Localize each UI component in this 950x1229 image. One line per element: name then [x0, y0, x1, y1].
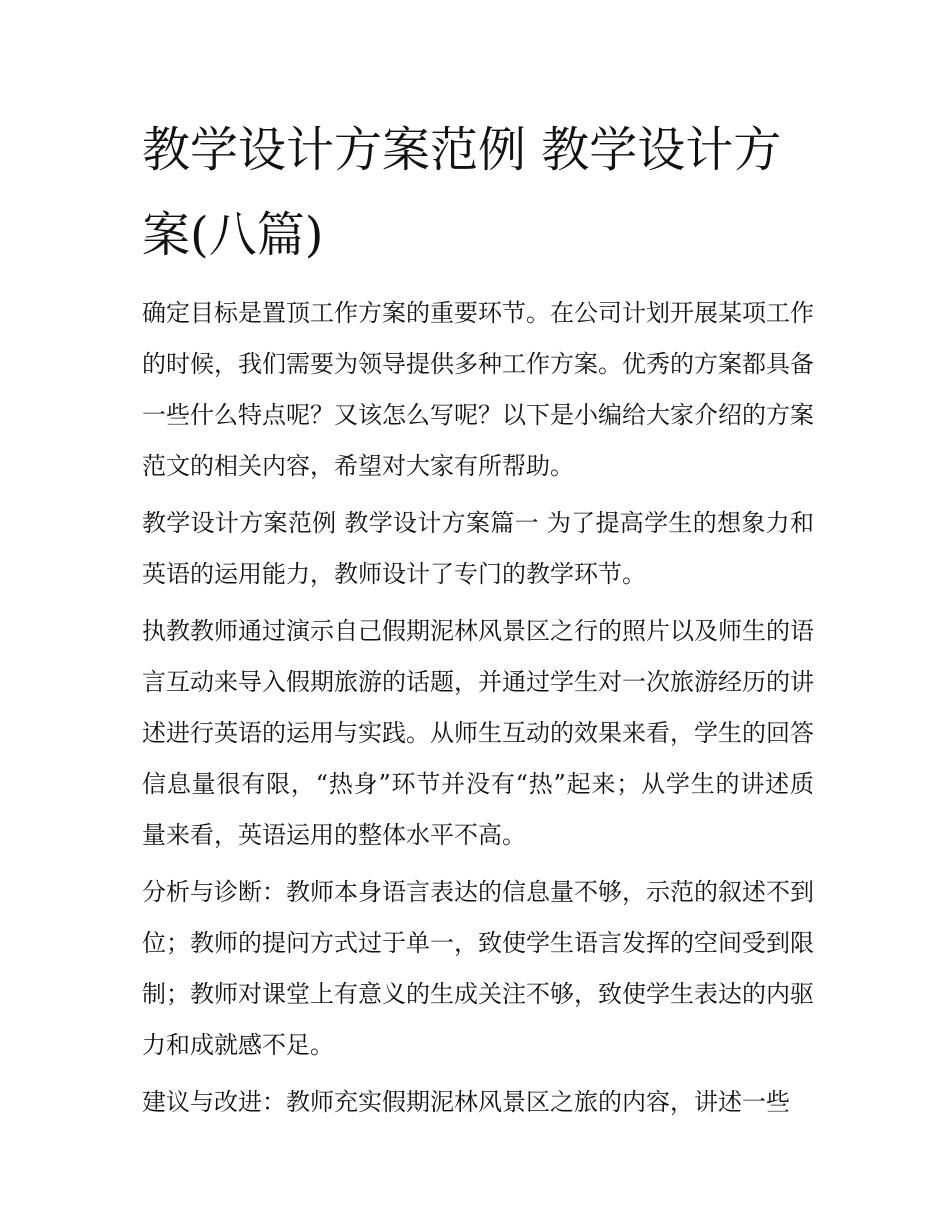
document-page	[142, 108, 814, 1134]
paragraph-analysis: 分析与诊断：教师本身语言表达的信息量不够，示范的叙述不到位；教师的提问方式过于单一，致使学生语言发挥的空间受到限制；教师对课堂上有意义的生成关注不够，致使学生表达的内驱力和成就感不足。	[142, 878, 814, 1059]
paragraph-suggestion: 建议与改进：教师充实假期泥林风景区之旅的内容，讲述一些	[142, 1088, 790, 1116]
paragraph-section-one: 教学设计方案范例 教学设计方案篇一 为了提高学生的想象力和英语的运用能力，教师设计了专门的教学环节。	[142, 509, 814, 588]
paragraph-intro: 确定目标是置顶工作方案的重要环节。在公司计划开展某项工作的时候，我们需要为领导提供多种工作方案。优秀的方案都具备一些什么特点呢？又该怎么写呢？以下是小编给大家介绍的方案范文的相关内容，希望对大家有所帮助。	[142, 299, 814, 480]
document-title: 教学设计方案范例 教学设计方案(八篇)	[142, 122, 782, 263]
document-body	[142, 288, 814, 1128]
paragraph-lesson-description: 执教教师通过演示自己假期泥林风景区之行的照片以及师生的语言互动来导入假期旅游的话题，并通过学生对一次旅游经历的讲述进行英语的运用与实践。从师生互动的效果来看，学生的回答信息量很有限，“热身”环节并没有“热”起来；从学生的讲述质量来看，英语运用的整体水平不高。	[142, 617, 814, 849]
